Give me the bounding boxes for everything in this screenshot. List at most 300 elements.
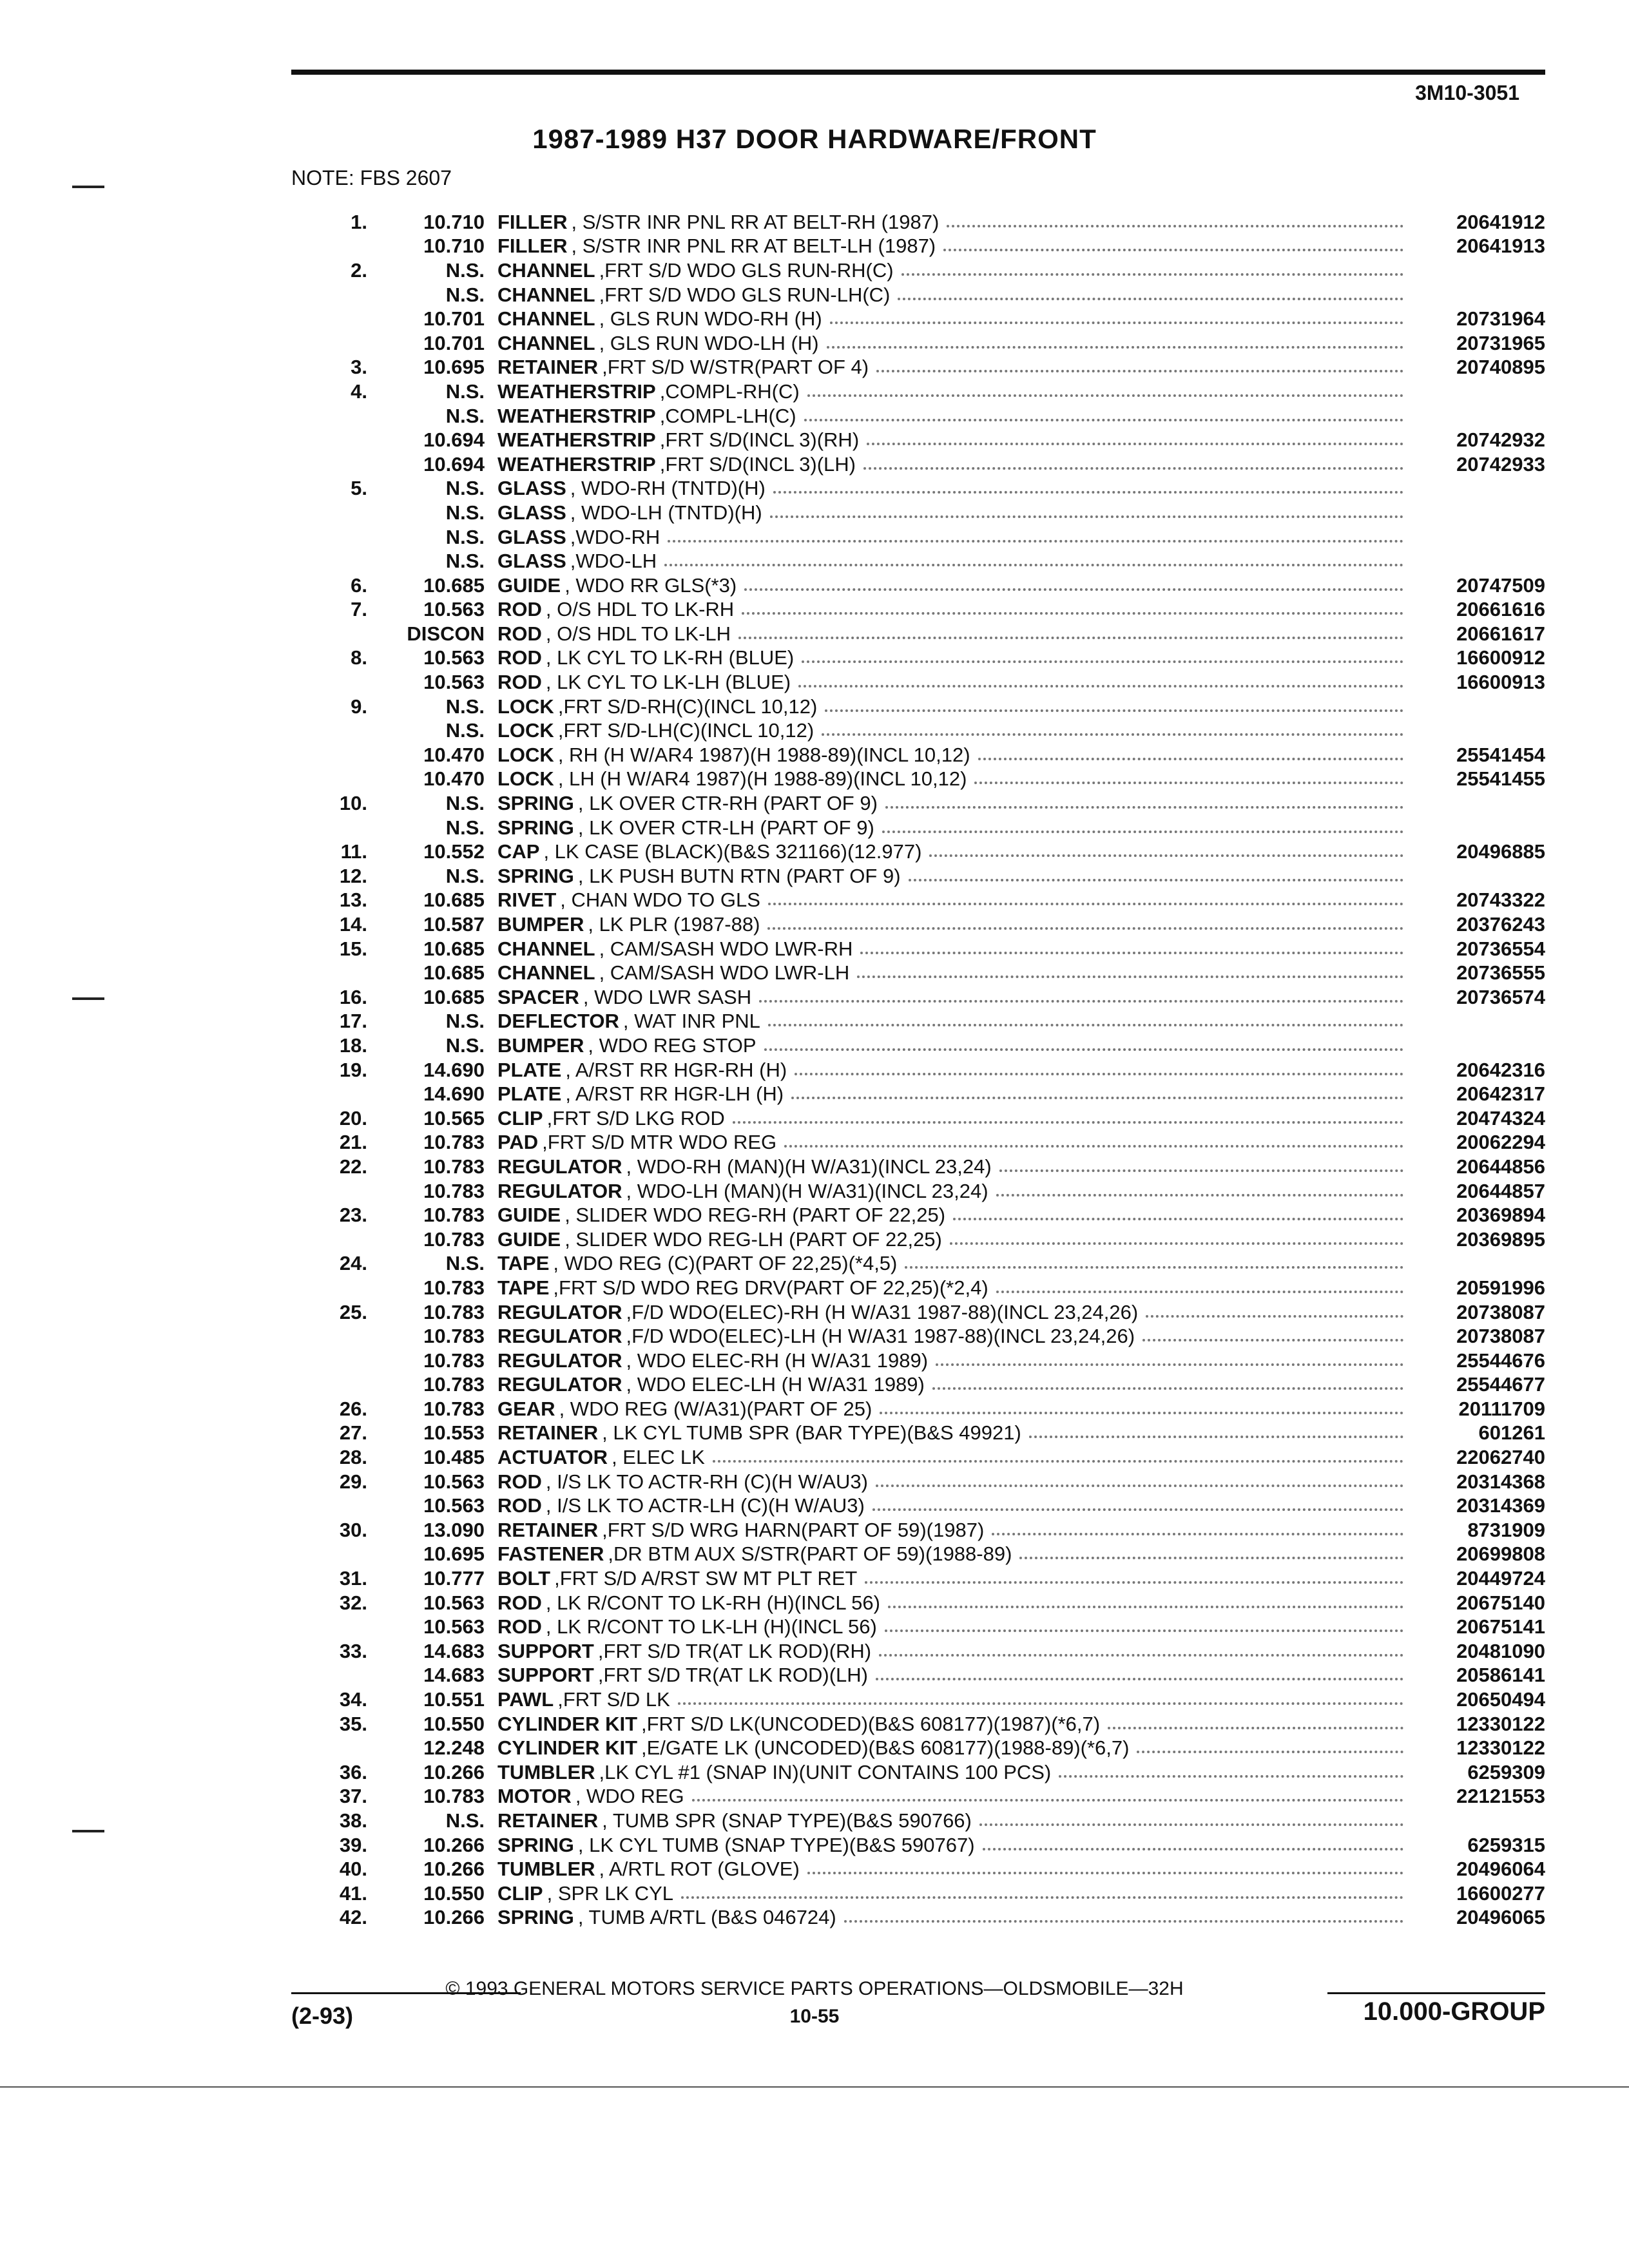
- part-detail: , GLS RUN WDO-LH (H): [599, 331, 819, 354]
- part-name: TAPE: [497, 1252, 550, 1275]
- part-description: [497, 816, 1410, 840]
- part-name: SUPPORT: [497, 1639, 594, 1662]
- part-detail: , WDO RR GLS(*3): [564, 573, 737, 597]
- dot-leader: [804, 419, 1403, 421]
- part-detail: ,FRT S/D-RH(C)(INCL 10,12): [557, 695, 818, 718]
- part-name: CHANNEL: [497, 331, 595, 354]
- item-number: 27.: [339, 1421, 367, 1445]
- group-number: 12.248: [423, 1736, 485, 1760]
- part-description: [497, 1398, 1410, 1421]
- part-number: 22121553: [1456, 1785, 1545, 1808]
- part-detail: , WDO ELEC-LH (H W/A31 1989): [626, 1373, 925, 1396]
- part-detail: , WDO REG (W/A31)(PART OF 25): [559, 1397, 872, 1420]
- part-description: [497, 1155, 1410, 1178]
- dot-leader: [830, 322, 1403, 324]
- part-description: [497, 1421, 1410, 1445]
- dot-leader: [822, 733, 1403, 736]
- part-description: [497, 1107, 1410, 1130]
- part-description: [497, 1349, 1410, 1372]
- item-number: 39.: [339, 1833, 367, 1856]
- group-number: N.S.: [445, 258, 485, 282]
- item-number: 8.: [351, 646, 367, 669]
- part-description: [497, 1446, 1410, 1469]
- part-description: [497, 1906, 1410, 1929]
- part-name: SPRING: [497, 1833, 574, 1856]
- dot-leader: [950, 1242, 1403, 1245]
- part-description: [497, 767, 1410, 791]
- part-description: [497, 840, 1410, 863]
- group-number: 10.563: [423, 671, 485, 694]
- part-detail: , A/RST RR HGR-LH (H): [565, 1082, 784, 1106]
- part-description: [497, 865, 1410, 888]
- part-description: [497, 259, 1410, 282]
- part-name: REGULATOR: [497, 1325, 622, 1348]
- part-number: 20474324: [1456, 1106, 1545, 1129]
- item-number: 34.: [339, 1688, 367, 1711]
- item-number: 16.: [339, 985, 367, 1008]
- dot-leader: [898, 298, 1403, 300]
- part-description: [497, 986, 1410, 1009]
- item-number: 9.: [351, 695, 367, 718]
- part-description: [497, 1567, 1410, 1590]
- part-row: [291, 356, 1545, 380]
- part-number: 20736555: [1456, 961, 1545, 985]
- part-description: [497, 1204, 1410, 1227]
- group-number: N.S.: [445, 1010, 485, 1033]
- item-number: 14.: [339, 913, 367, 936]
- part-row: [291, 1470, 1545, 1494]
- part-description: [497, 1809, 1410, 1832]
- part-detail: , WDO ELEC-RH (H W/A31 1989): [626, 1349, 929, 1372]
- parts-list: [291, 210, 1545, 1930]
- part-detail: ,FRT S/D-LH(C)(INCL 10,12): [557, 719, 815, 742]
- dot-leader: [996, 1194, 1403, 1196]
- part-detail: , LK CYL TUMB (SNAP TYPE)(B&S 590767): [577, 1833, 975, 1856]
- part-number: 20481090: [1456, 1639, 1545, 1662]
- part-name: ROD: [497, 646, 542, 669]
- part-detail: , GLS RUN WDO-RH (H): [599, 307, 822, 331]
- part-row: [291, 1566, 1545, 1591]
- item-number: 35.: [339, 1712, 367, 1735]
- part-detail: , LK OVER CTR-RH (PART OF 9): [577, 792, 878, 815]
- item-number: 28.: [339, 1446, 367, 1469]
- part-detail: , CHAN WDO TO GLS: [560, 889, 760, 912]
- part-row: [291, 670, 1545, 695]
- item-number: 40.: [339, 1858, 367, 1881]
- part-number: 16600913: [1456, 671, 1545, 694]
- group-number: N.S.: [445, 1809, 485, 1832]
- part-description: [497, 1325, 1410, 1348]
- part-row: [291, 1445, 1545, 1470]
- part-description: [497, 1640, 1410, 1663]
- part-row: [291, 1518, 1545, 1542]
- part-number: 20314368: [1456, 1470, 1545, 1493]
- part-row: [291, 1687, 1545, 1712]
- bottom-rule: [0, 2086, 1629, 2088]
- part-detail: ,FRT S/D(INCL 3)(LH): [659, 452, 856, 476]
- part-description: [497, 1252, 1410, 1275]
- part-row: [291, 864, 1545, 889]
- part-description: [497, 1615, 1410, 1639]
- group-number: 10.563: [423, 1470, 485, 1493]
- part-row: [291, 1833, 1545, 1858]
- part-row: [291, 1300, 1545, 1325]
- part-number: 25541454: [1456, 743, 1545, 766]
- dot-leader: [863, 467, 1403, 470]
- item-number: 2.: [351, 258, 367, 282]
- group-number: 10.777: [423, 1567, 485, 1590]
- part-description: [497, 1470, 1410, 1494]
- part-detail: , CAM/SASH WDO LWR-RH: [599, 937, 853, 960]
- part-description: [497, 1736, 1410, 1760]
- group-number: 10.783: [423, 1349, 485, 1372]
- part-detail: , I/S LK TO ACTR-RH (C)(H W/AU3): [545, 1470, 868, 1493]
- dot-leader: [768, 903, 1403, 905]
- part-row: [291, 428, 1545, 452]
- part-name: REGULATOR: [497, 1300, 622, 1323]
- part-detail: , SLIDER WDO REG-LH (PART OF 22,25): [564, 1227, 942, 1251]
- part-number: 20062294: [1456, 1131, 1545, 1154]
- part-description: [497, 744, 1410, 767]
- dot-leader: [827, 346, 1403, 349]
- item-number: 23.: [339, 1204, 367, 1227]
- part-number: 25541455: [1456, 767, 1545, 791]
- part-description: [497, 307, 1410, 331]
- item-number: 5.: [351, 477, 367, 500]
- part-detail: , WDO-RH (MAN)(H W/A31)(INCL 23,24): [626, 1155, 992, 1178]
- dot-leader: [905, 1266, 1403, 1269]
- part-name: WEATHERSTRIP: [497, 428, 656, 452]
- dot-leader: [795, 1073, 1403, 1075]
- part-description: [497, 1131, 1410, 1154]
- part-row: [291, 816, 1545, 840]
- group-number: 10.266: [423, 1906, 485, 1929]
- dot-leader: [932, 1387, 1403, 1390]
- part-row: [291, 1494, 1545, 1518]
- part-detail: , LK R/CONT TO LK-RH (H)(INCL 56): [545, 1591, 880, 1614]
- part-row: [291, 525, 1545, 550]
- dot-leader: [1059, 1775, 1403, 1778]
- part-name: GLASS: [497, 550, 566, 573]
- dot-leader: [742, 612, 1403, 615]
- part-row: [291, 210, 1545, 235]
- part-detail: , LK CYL TO LK-LH (BLUE): [545, 671, 791, 694]
- part-row: [291, 791, 1545, 816]
- part-description: [497, 1542, 1410, 1566]
- part-row: [291, 1664, 1545, 1688]
- part-row: [291, 889, 1545, 913]
- part-description: [497, 598, 1410, 621]
- group-number: 10.551: [423, 1688, 485, 1711]
- part-name: GLASS: [497, 525, 566, 548]
- group-number: 10.563: [423, 598, 485, 621]
- part-name: REGULATOR: [497, 1179, 622, 1202]
- group-number: 10.685: [423, 985, 485, 1008]
- part-name: WEATHERSTRIP: [497, 452, 656, 476]
- part-detail: ,FRT S/D A/RST SW MT PLT RET: [554, 1567, 858, 1590]
- part-description: [497, 1519, 1410, 1542]
- part-number: 6259315: [1467, 1833, 1545, 1856]
- part-row: [291, 283, 1545, 307]
- part-name: ROD: [497, 598, 542, 621]
- part-name: SPRING: [497, 792, 574, 815]
- group-number: N.S.: [445, 380, 485, 403]
- part-name: GLASS: [497, 501, 566, 524]
- part-row: [291, 1712, 1545, 1736]
- part-description: [497, 1858, 1410, 1881]
- part-number: 16600912: [1456, 646, 1545, 669]
- group-number: N.S.: [445, 283, 485, 306]
- part-row: [291, 598, 1545, 622]
- item-number: 10.: [339, 792, 367, 815]
- group-number: 10.701: [423, 331, 485, 354]
- part-number: 20644856: [1456, 1155, 1545, 1178]
- dot-leader: [802, 660, 1403, 663]
- group-number: 10.710: [423, 235, 485, 258]
- group-number: N.S.: [445, 719, 485, 742]
- part-description: [497, 622, 1410, 646]
- part-number: 12330122: [1456, 1736, 1545, 1760]
- part-description: [497, 1591, 1410, 1615]
- part-row: [291, 1033, 1545, 1058]
- dot-leader: [880, 1412, 1403, 1414]
- item-number: 31.: [339, 1567, 367, 1590]
- dot-leader: [759, 1000, 1403, 1003]
- part-description: [497, 453, 1410, 476]
- part-detail: ,F/D WDO(ELEC)-LH (H W/A31 1987-88)(INCL 23,24,26): [626, 1325, 1135, 1348]
- group-number: N.S.: [445, 477, 485, 500]
- part-number: 20641913: [1456, 235, 1545, 258]
- group-number: 14.690: [423, 1058, 485, 1081]
- group-number: 10.563: [423, 1615, 485, 1639]
- part-number: 20661616: [1456, 598, 1545, 621]
- dot-leader: [692, 1799, 1403, 1802]
- part-number: 12330122: [1456, 1712, 1545, 1735]
- part-number: 20736574: [1456, 985, 1545, 1008]
- part-row: [291, 549, 1545, 573]
- part-row: [291, 1227, 1545, 1252]
- part-description: [497, 719, 1410, 742]
- dot-leader: [929, 854, 1403, 857]
- part-description: [497, 889, 1410, 912]
- dot-leader: [1146, 1315, 1403, 1318]
- part-name: CYLINDER KIT: [497, 1736, 637, 1760]
- part-detail: , WDO LWR SASH: [583, 985, 752, 1008]
- part-description: [497, 332, 1410, 355]
- group-number: 10.563: [423, 1494, 485, 1517]
- dot-leader: [867, 443, 1403, 445]
- part-description: [497, 1882, 1410, 1905]
- dot-leader: [865, 1581, 1403, 1584]
- dot-leader: [713, 1460, 1403, 1463]
- group-number: 10.783: [423, 1276, 485, 1299]
- part-detail: ,FRT S/D(INCL 3)(RH): [659, 428, 860, 452]
- part-description: [497, 1785, 1410, 1808]
- part-number: 20650494: [1456, 1688, 1545, 1711]
- group-number: 10.550: [423, 1712, 485, 1735]
- group-number: 10.685: [423, 889, 485, 912]
- dot-leader: [978, 758, 1403, 760]
- part-name: GUIDE: [497, 573, 561, 597]
- part-detail: , ELEC LK: [612, 1446, 705, 1469]
- part-row: [291, 573, 1545, 598]
- dot-leader: [943, 249, 1403, 251]
- item-number: 4.: [351, 380, 367, 403]
- group-number: 10.266: [423, 1833, 485, 1856]
- dot-leader: [744, 588, 1403, 591]
- part-name: LOCK: [497, 743, 554, 766]
- item-number: 17.: [339, 1010, 367, 1033]
- part-name: SPRING: [497, 1906, 574, 1929]
- group-number: N.S.: [445, 501, 485, 524]
- dot-leader: [844, 1920, 1403, 1923]
- part-row: [291, 1324, 1545, 1349]
- part-number: 20743322: [1456, 889, 1545, 912]
- part-detail: , LK CASE (BLACK)(B&S 321166)(12.977): [543, 840, 922, 863]
- dot-leader: [798, 685, 1403, 687]
- part-row: [291, 622, 1545, 646]
- group-number: 10.266: [423, 1760, 485, 1783]
- part-detail: , LK R/CONT TO LK-LH (H)(INCL 56): [545, 1615, 877, 1639]
- part-detail: , A/RST RR HGR-RH (H): [565, 1058, 787, 1081]
- part-row: [291, 937, 1545, 961]
- group-number: 10.553: [423, 1421, 485, 1445]
- group-number: 10.565: [423, 1106, 485, 1129]
- part-description: [497, 1180, 1410, 1203]
- part-number: 20642317: [1456, 1082, 1545, 1106]
- item-number: 20.: [339, 1106, 367, 1129]
- part-description: [497, 937, 1410, 961]
- group-number: 10.783: [423, 1300, 485, 1323]
- part-number: 25544677: [1456, 1373, 1545, 1396]
- group-number: N.S.: [445, 1033, 485, 1057]
- part-row: [291, 1058, 1545, 1082]
- part-detail: ,FRT S/D WRG HARN(PART OF 59)(1987): [602, 1518, 985, 1541]
- group-number: 10.563: [423, 1591, 485, 1614]
- group-number: N.S.: [445, 1252, 485, 1275]
- item-number: 12.: [339, 864, 367, 887]
- part-detail: ,COMPL-LH(C): [659, 404, 796, 427]
- part-detail: ,WDO-LH: [570, 550, 657, 573]
- part-name: SUPPORT: [497, 1664, 594, 1687]
- dot-leader: [770, 515, 1403, 518]
- part-name: CHANNEL: [497, 961, 595, 985]
- dot-leader: [681, 1896, 1403, 1899]
- dot-leader: [807, 1872, 1403, 1874]
- group-number: N.S.: [445, 816, 485, 839]
- group-number: 10.695: [423, 356, 485, 379]
- part-number: 20496064: [1456, 1858, 1545, 1881]
- item-number: 32.: [339, 1591, 367, 1614]
- group-number: 10.550: [423, 1881, 485, 1905]
- part-number: 20738087: [1456, 1300, 1545, 1323]
- part-number: 20675140: [1456, 1591, 1545, 1614]
- part-row: [291, 1591, 1545, 1615]
- part-row: [291, 961, 1545, 985]
- dot-leader: [857, 975, 1403, 978]
- part-row: [291, 1397, 1545, 1421]
- part-number: 20642316: [1456, 1058, 1545, 1081]
- group-number: 10.470: [423, 743, 485, 766]
- group-number: 10.783: [423, 1131, 485, 1154]
- group-number: N.S.: [445, 864, 485, 887]
- part-row: [291, 1857, 1545, 1881]
- part-row: [291, 840, 1545, 864]
- part-name: WEATHERSTRIP: [497, 380, 656, 403]
- part-number: 20641912: [1456, 210, 1545, 233]
- part-description: [497, 1713, 1410, 1736]
- part-detail: , LK CYL TUMB SPR (BAR TYPE)(B&S 49921): [602, 1421, 1021, 1445]
- item-number: 26.: [339, 1397, 367, 1420]
- part-detail: ,WDO-RH: [570, 525, 660, 548]
- part-description: [497, 1761, 1410, 1784]
- part-detail: , I/S LK TO ACTR-LH (C)(H W/AU3): [545, 1494, 865, 1517]
- part-description: [497, 1034, 1410, 1057]
- group-number: 13.090: [423, 1518, 485, 1541]
- part-description: [497, 1082, 1410, 1106]
- dot-leader: [773, 491, 1403, 494]
- part-number: 20742933: [1456, 452, 1545, 476]
- dot-leader: [876, 1485, 1403, 1487]
- part-number: 20731964: [1456, 307, 1545, 331]
- part-row: [291, 1349, 1545, 1373]
- dot-leader: [992, 1533, 1403, 1535]
- dot-leader: [979, 1823, 1403, 1826]
- part-number: 20586141: [1456, 1664, 1545, 1687]
- part-name: PLATE: [497, 1058, 562, 1081]
- part-row: [291, 1082, 1545, 1106]
- part-number: 20369895: [1456, 1227, 1545, 1251]
- part-name: GUIDE: [497, 1227, 561, 1251]
- dot-leader: [767, 927, 1403, 930]
- group-number: 10.783: [423, 1179, 485, 1202]
- part-name: TUMBLER: [497, 1760, 595, 1783]
- part-row: [291, 258, 1545, 283]
- part-name: GLASS: [497, 477, 566, 500]
- group-number: 10.783: [423, 1155, 485, 1178]
- part-name: PLATE: [497, 1082, 562, 1106]
- group-number: 10.710: [423, 210, 485, 233]
- part-description: [497, 1373, 1410, 1396]
- dot-leader: [947, 225, 1403, 227]
- group-number: 10.485: [423, 1446, 485, 1469]
- group-number: 10.783: [423, 1785, 485, 1808]
- part-name: PAWL: [497, 1688, 554, 1711]
- part-detail: ,FRT S/D LKG ROD: [546, 1106, 725, 1129]
- dot-leader: [825, 709, 1403, 712]
- group-id: 10.000-GROUP: [1363, 1997, 1545, 2026]
- part-name: REGULATOR: [497, 1349, 622, 1372]
- item-number: 1.: [351, 210, 367, 233]
- part-name: ROD: [497, 622, 542, 645]
- part-description: [497, 405, 1410, 428]
- dot-leader: [909, 879, 1403, 881]
- part-detail: ,FRT S/D LK: [557, 1688, 670, 1711]
- part-row: [291, 1639, 1545, 1664]
- part-detail: ,FRT S/D TR(AT LK ROD)(RH): [597, 1639, 872, 1662]
- group-number: 10.783: [423, 1227, 485, 1251]
- part-name: CHANNEL: [497, 258, 595, 282]
- part-row: [291, 1760, 1545, 1785]
- part-row: [291, 767, 1545, 792]
- group-number: 14.683: [423, 1664, 485, 1687]
- dot-leader: [791, 1097, 1403, 1099]
- item-number: 15.: [339, 937, 367, 960]
- part-description: [497, 671, 1410, 694]
- part-number: 16600277: [1456, 1881, 1545, 1905]
- group-number: 10.563: [423, 646, 485, 669]
- dot-leader: [876, 370, 1403, 372]
